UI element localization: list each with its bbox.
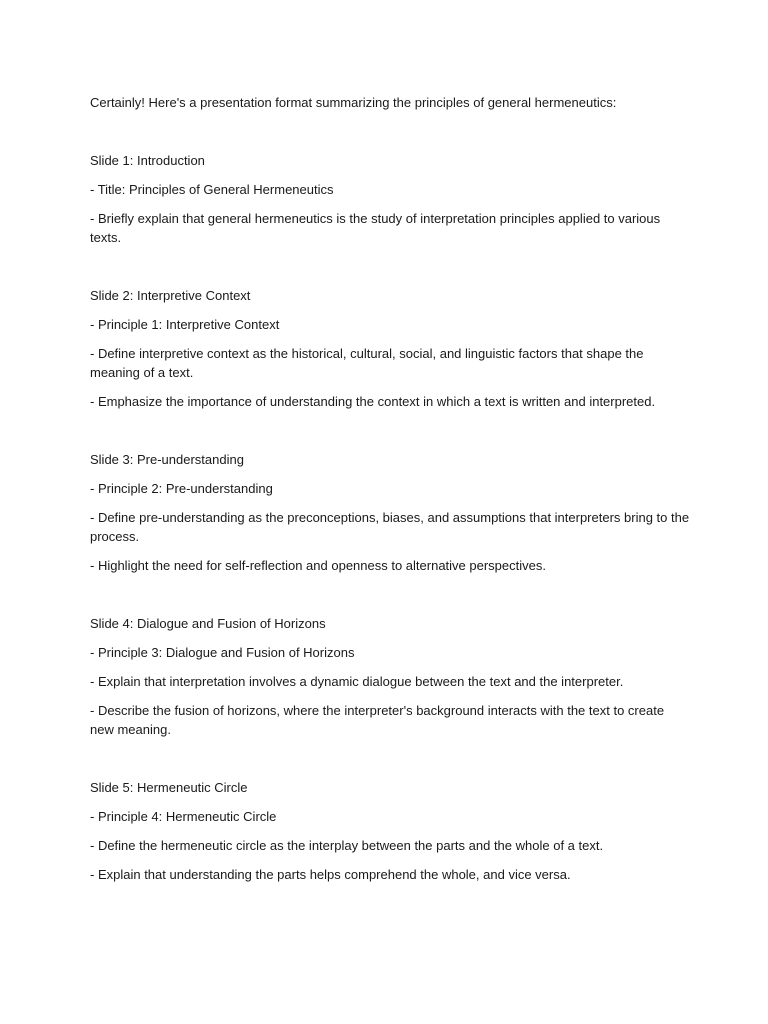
slide-section-1 xyxy=(90,151,690,247)
bullet-line: - Title: Principles of General Hermeneutics xyxy=(90,182,334,197)
intro-paragraph: Certainly! Here's a presentation format summarizing the principles of general hermeneutics: xyxy=(90,95,617,110)
bullet-line: - Principle 3: Dialogue and Fusion of Horizons xyxy=(90,645,355,660)
bullet-line: - Explain that interpretation involves a dynamic dialogue between the text and the interpreter. xyxy=(90,674,624,689)
slide-heading: Slide 1: Introduction xyxy=(90,153,205,168)
document-body xyxy=(90,93,690,923)
bullet-line: - Principle 4: Hermeneutic Circle xyxy=(90,809,277,824)
bullet-line: - Principle 2: Pre-understanding xyxy=(90,481,273,496)
bullet-line: - Explain that understanding the parts helps comprehend the whole, and vice versa. xyxy=(90,867,571,882)
bullet-line: - Emphasize the importance of understanding the context in which a text is written and interpreted. xyxy=(90,394,656,409)
slide-heading: Slide 3: Pre-understanding xyxy=(90,452,244,467)
bullet-line: - Briefly explain that general hermeneutics is the study of interpretation principles applied to various texts. xyxy=(90,211,661,245)
bullet-line: - Define pre-understanding as the preconceptions, biases, and assumptions that interpreters bring to the process. xyxy=(90,510,690,544)
bullet-line: - Describe the fusion of horizons, where the interpreter's background interacts with the text to create new meaning. xyxy=(90,703,665,737)
bullet-line: - Highlight the need for self-reflection and openness to alternative perspectives. xyxy=(90,558,546,573)
slide-heading: Slide 5: Hermeneutic Circle xyxy=(90,780,248,795)
bullet-line: - Define interpretive context as the historical, cultural, social, and linguistic factors that shape the meaning of a text. xyxy=(90,346,644,380)
slide-heading: Slide 4: Dialogue and Fusion of Horizons xyxy=(90,616,326,631)
slide-heading: Slide 2: Interpretive Context xyxy=(90,288,251,303)
bullet-line: - Principle 1: Interpretive Context xyxy=(90,317,280,332)
slide-section-3 xyxy=(90,450,690,575)
slide-section-2 xyxy=(90,286,690,411)
slide-section-4 xyxy=(90,614,690,739)
bullet-line: - Define the hermeneutic circle as the interplay between the parts and the whole of a text. xyxy=(90,838,604,853)
slide-section-5 xyxy=(90,778,690,884)
